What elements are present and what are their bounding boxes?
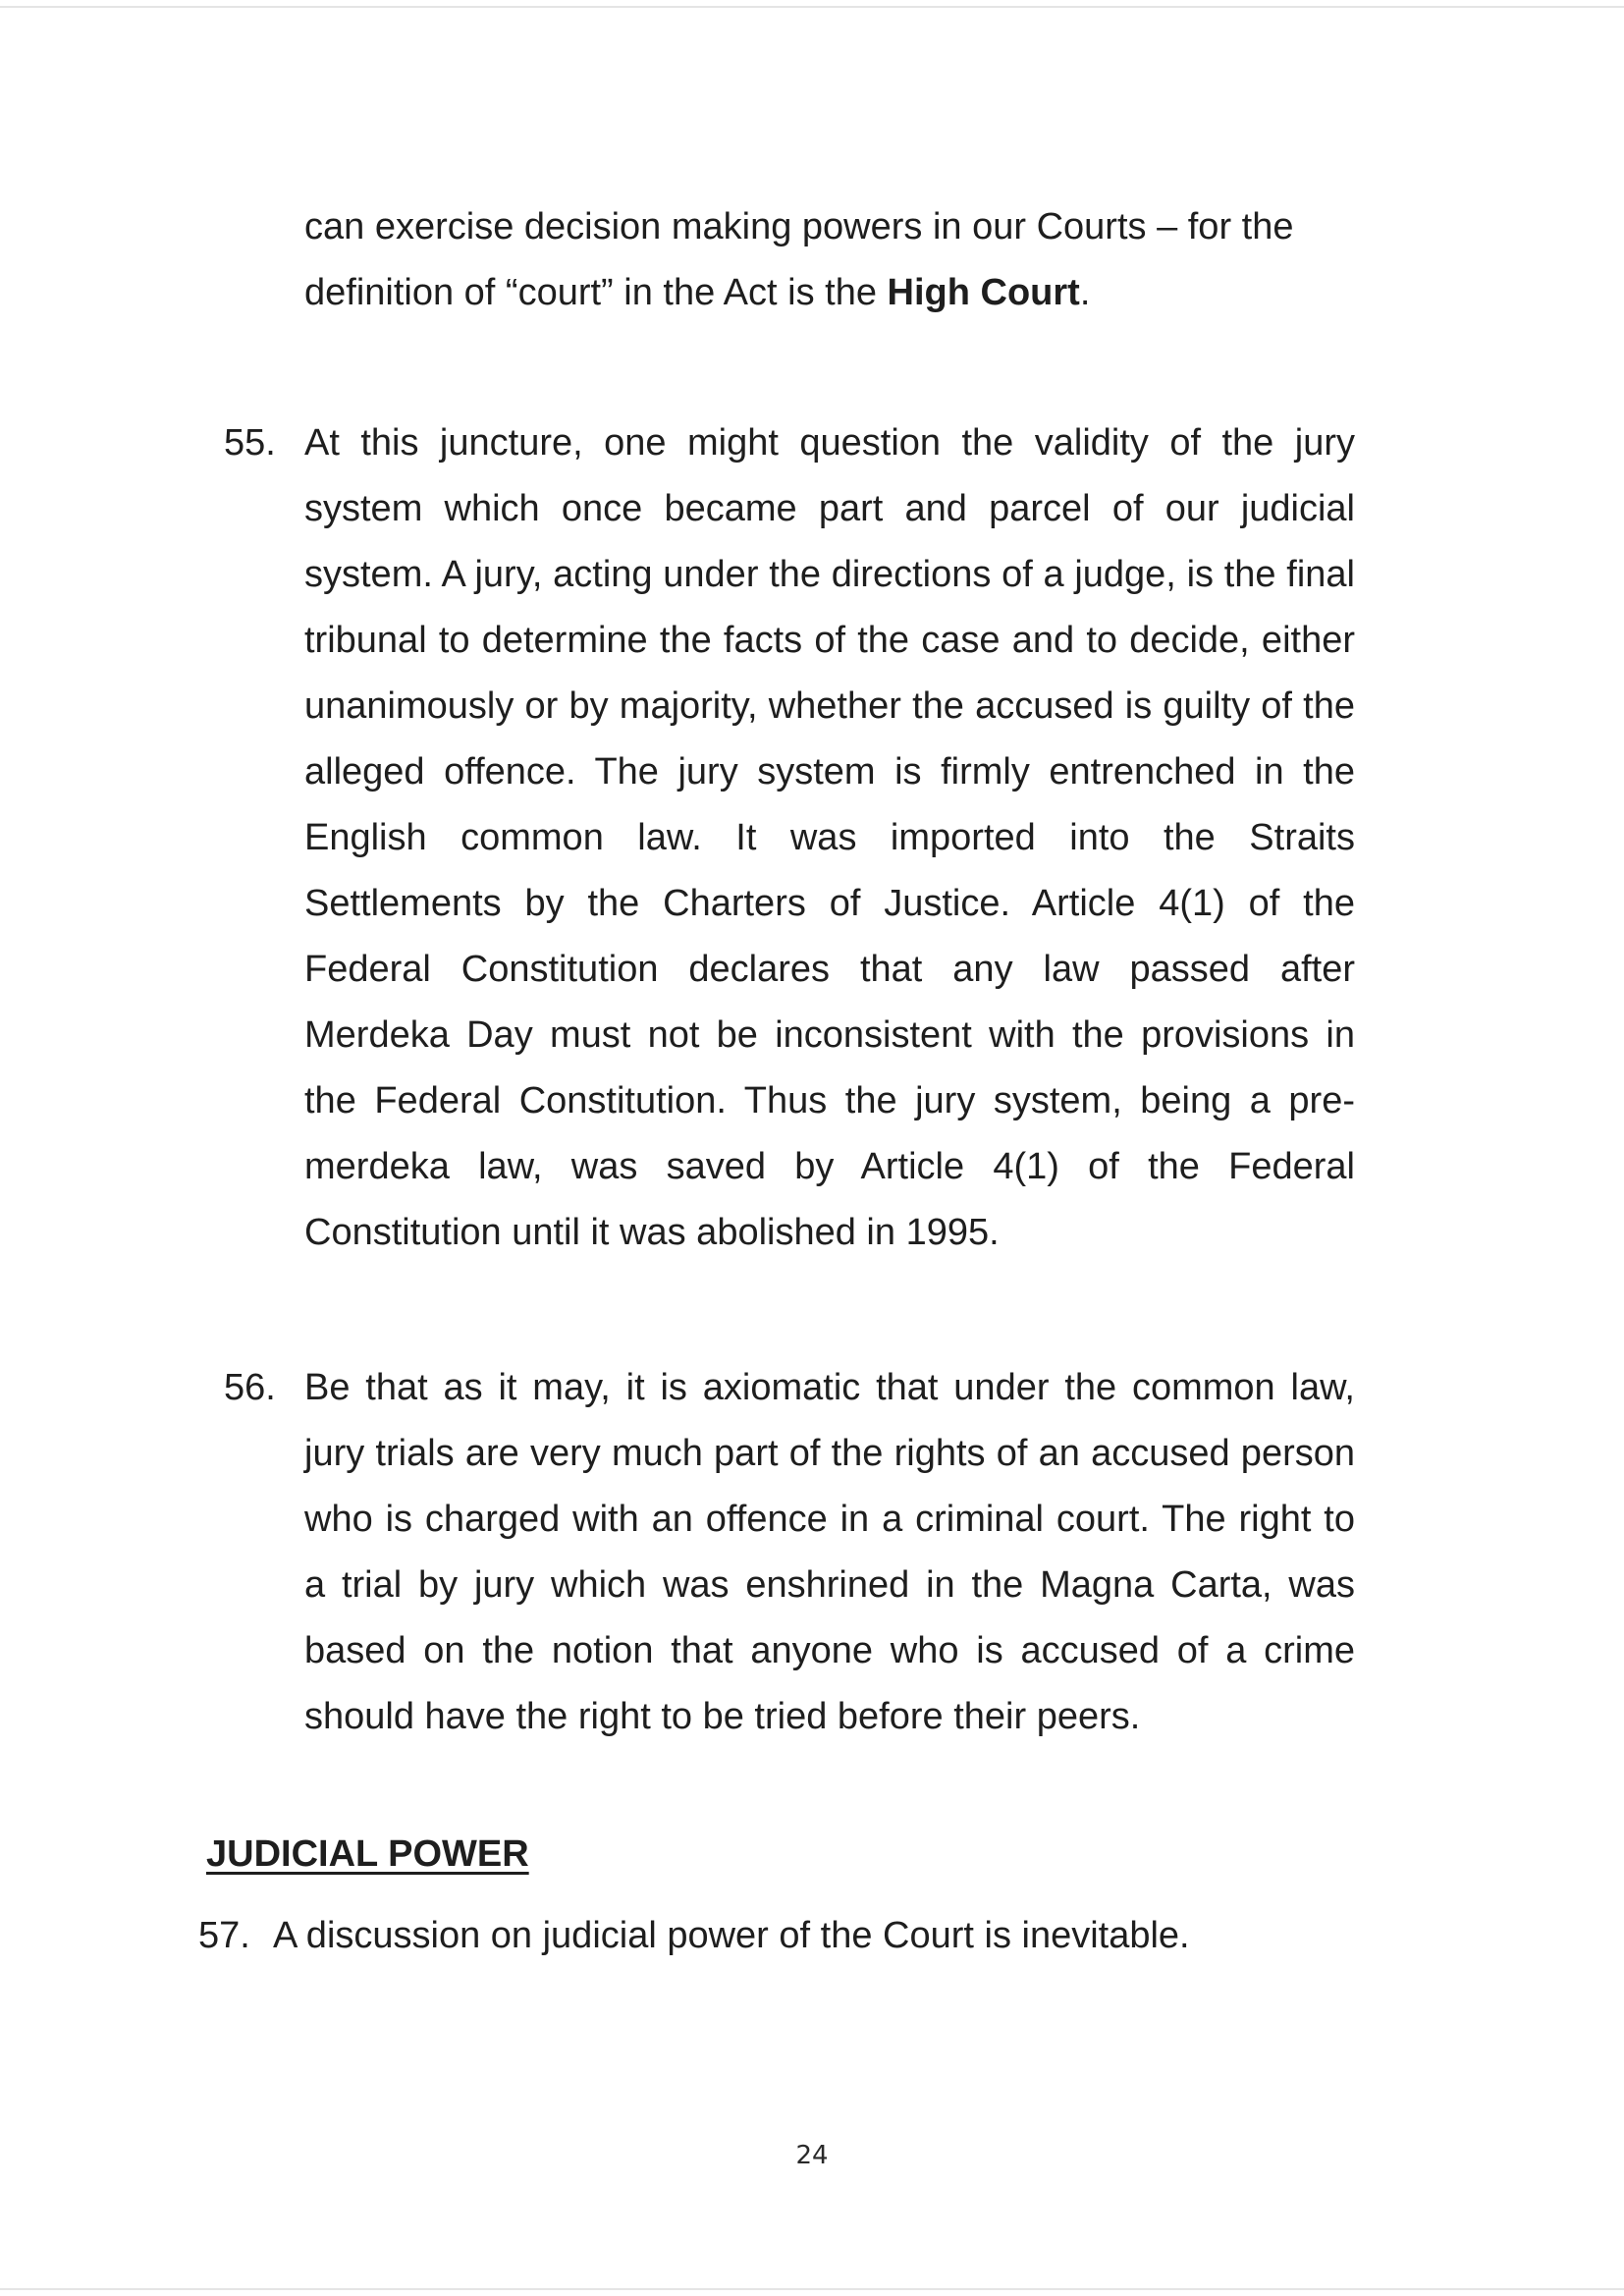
paragraph-number: 56.	[224, 1367, 276, 1408]
page-number: 24	[795, 2141, 829, 2170]
continuation-paragraph	[304, 194, 1355, 326]
scan-edge-top	[0, 6, 1624, 8]
section-heading: JUDICIAL POWER	[206, 1833, 529, 1875]
continuation-bold-text: High Court	[887, 272, 1080, 313]
paragraph-number: 57.	[198, 1915, 250, 1956]
scan-edge-bottom	[0, 2288, 1624, 2290]
paragraph-text: A discussion on judicial power of the Court is inevitable.	[273, 1915, 1190, 1956]
paragraph-text: Be that as it may, it is axiomatic that under the common law, jury trials are very much part of the rights of an accused person who is charged with an offence in a criminal court. The right to a trial by jury which was enshrined in the Magna Carta, was based on the notion that anyone who is accused of a crime should have the right to be tried before their peers.	[304, 1367, 1355, 1737]
paragraph-56	[224, 1355, 1355, 1750]
paragraph-55	[224, 410, 1355, 1266]
continuation-end: .	[1079, 272, 1091, 313]
paragraph-text: At this juncture, one might question the validity of the jury system which once became part and parcel of our judicial system. A jury, acting under the directions of a judge, is the final tribunal to determine the facts of the case and to decide, either unanimously or by majority, whether the accused is guilty of the alleged offence. The jury system is firmly entrenched in the English common law. It was imported into the Straits Settlements by the Charters of Justice. Article 4(1) of the Federal Constitution declares that any law passed after Merdeka Day must not be inconsistent with the provisions in the Federal Constitution. Thus the jury system, being a pre-merdeka law, was saved by Article 4(1) of the Federal Constitution until it was abolished in 1995.	[304, 422, 1355, 1253]
continuation-text: can exercise decision making powers in our Courts – for the definition of “court” in the Act is the	[304, 206, 1294, 313]
paragraph-number: 55.	[224, 422, 276, 464]
paragraph-57	[198, 1903, 1357, 1969]
